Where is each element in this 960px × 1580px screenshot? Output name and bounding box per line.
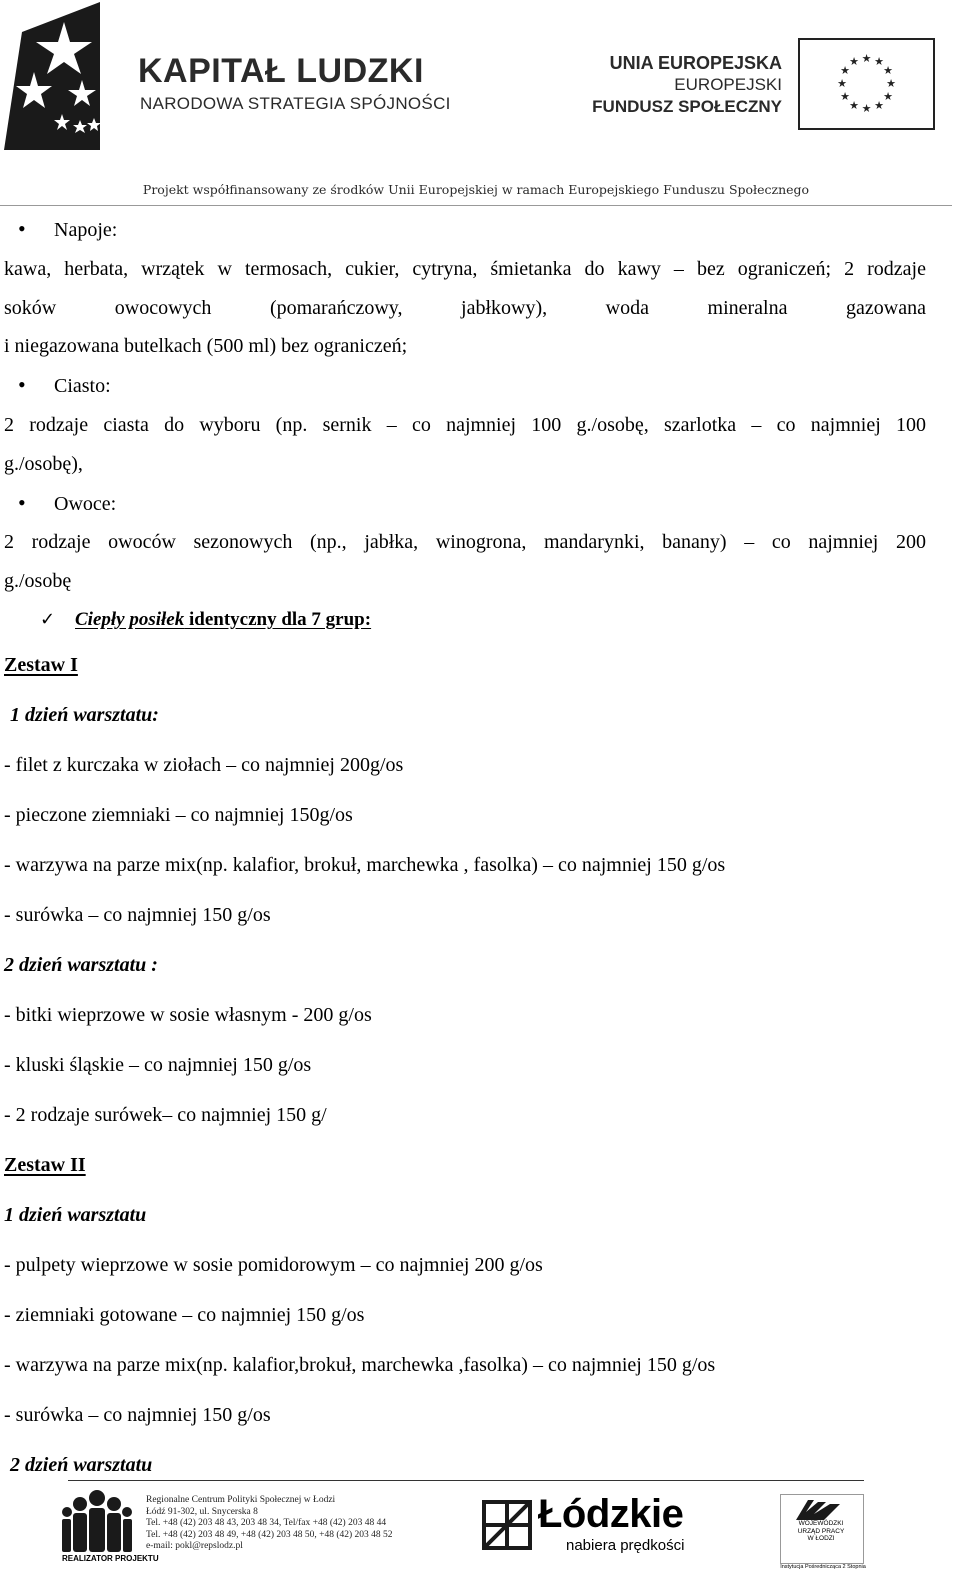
- svg-text:★: ★: [874, 55, 884, 68]
- rcps-line: Regionalne Centrum Polityki Społecznej w Łodzi: [146, 1495, 336, 1505]
- zestaw-2-day-2-heading: 2 dzień warsztatu: [10, 1453, 153, 1476]
- svg-text:★: ★: [883, 90, 893, 103]
- list-item: - pieczone ziemniaki – co najmniej 150g/os: [4, 803, 353, 826]
- checked-heading: [4, 601, 926, 640]
- zestaw-1-day-1-heading: 1 dzień warsztatu:: [10, 703, 159, 726]
- bullet-dot-icon: [18, 484, 54, 524]
- svg-text:★: ★: [849, 99, 859, 112]
- wup-name: [784, 1520, 858, 1543]
- svg-text:★: ★: [840, 64, 850, 77]
- rcps-people-logo-icon: [62, 1488, 132, 1554]
- svg-text:★: ★: [861, 52, 872, 65]
- svg-text:★: ★: [837, 77, 847, 90]
- cofinancing-notice: Projekt współfinansowany ze środków Unii Europejskiej w ramach Europejskiego Funduszu Społecznego: [142, 182, 810, 197]
- rcps-line: Łódź 91-302, ul. Snycerska 8: [146, 1506, 258, 1517]
- svg-text:★: ★: [874, 99, 884, 112]
- footer-divider: [68, 1480, 864, 1481]
- kapital-ludzki-subtitle: NARODOWA STRATEGIA SPÓJNOŚCI: [140, 94, 451, 113]
- ciasto-text-line-2: g./osobę),: [4, 452, 83, 475]
- napoje-text-line-3: i niegazowana butelkach (500 ml) bez ograniczeń;: [4, 335, 408, 358]
- ciasto-label: Ciasto:: [54, 375, 111, 398]
- napoje-label: Napoje:: [54, 219, 118, 241]
- lodzkie-name: Łódzkie: [538, 1492, 684, 1536]
- document-body: [4, 210, 926, 1490]
- bullet-dot-icon: [18, 366, 54, 406]
- checked-heading-italic: Ciepły posiłek: [75, 608, 185, 630]
- bullet-dot-icon: [18, 210, 54, 250]
- wup-arrows-logo-icon: [796, 1498, 846, 1520]
- rcps-line: Tel. +48 (42) 203 48 49, +48 (42) 203 48 50, +48 (42) 203 48 52: [146, 1529, 393, 1540]
- header-divider: [0, 205, 952, 206]
- eu-flag-icon: [798, 38, 935, 130]
- zestaw-2-heading: Zestaw II: [4, 1153, 86, 1176]
- checkmark-icon: ✓: [40, 608, 56, 630]
- page-header: [0, 0, 960, 210]
- lodzkie-slogan: nabiera prędkości: [566, 1537, 685, 1554]
- zestaw-1-day-1-list: [4, 740, 926, 940]
- wup-line: W ŁODZI: [807, 1535, 835, 1542]
- wup-caption: Instytucja Pośrednicząca 2 Stopnia: [780, 1564, 866, 1570]
- list-item: - warzywa na parze mix(np. kalafior, brokuł, marchewka , fasolka) – co najmniej 150 g/os: [4, 853, 726, 876]
- rcps-line: Tel. +48 (42) 203 48 43, 203 48 34, Tel/fax +48 (42) 203 48 44: [146, 1518, 387, 1528]
- eu-line-2: EUROPEJSKI: [674, 75, 782, 94]
- eu-line-1: UNIA EUROPEJSKA: [609, 53, 782, 73]
- list-item: - bitki wieprzowe w sosie własnym - 200 g/os: [4, 1003, 372, 1026]
- page-footer: [0, 1482, 960, 1580]
- checked-heading-rest: identyczny dla 7 grup:: [184, 608, 372, 630]
- bullet-ciasto: [4, 366, 926, 406]
- list-item: - warzywa na parze mix(np. kalafior,brokuł, marchewka ,fasolka) – co najmniej 150 g/os: [4, 1353, 716, 1376]
- owoce-text-line-1: 2 rodzaje owoców sezonowych (np., jabłka, winogrona, mandarynki, banany) – co najmniej 200: [4, 531, 926, 554]
- lodzkie-logo-icon: [482, 1500, 532, 1550]
- list-item: - kluski śląskie – co najmniej 150 g/os: [4, 1053, 312, 1076]
- rcps-contact-block: [146, 1495, 393, 1553]
- napoje-text-line-1: kawa, herbata, wrzątek w termosach, cukier, cytryna, śmietanka do kawy – bez ograniczeń; 2 rodzaje: [4, 257, 926, 280]
- kapital-ludzki-title: KAPITAŁ LUDZKI: [138, 52, 424, 90]
- svg-text:★: ★: [883, 64, 893, 77]
- bullet-napoje: [4, 210, 926, 250]
- eu-text-block: [592, 52, 782, 118]
- zestaw-1-heading: Zestaw I: [4, 653, 78, 676]
- list-item: - 2 rodzaje surówek– co najmniej 150 g/: [4, 1103, 327, 1126]
- svg-text:★: ★: [840, 90, 850, 103]
- wup-line: WOJEWÓDZKI: [798, 1520, 844, 1527]
- svg-text:★: ★: [861, 102, 872, 115]
- svg-text:★: ★: [886, 77, 896, 90]
- list-item: - surówka – co najmniej 150 g/os: [4, 1403, 271, 1426]
- svg-text:★: ★: [849, 55, 859, 68]
- napoje-text-line-2: soków owocowych (pomarańczowy, jabłkowy), woda mineralna gazowana: [4, 296, 926, 319]
- rcps-line: e-mail: pokl@repslodz.pl: [146, 1541, 243, 1551]
- wup-line: URZĄD PRACY: [797, 1527, 845, 1535]
- list-item: - pulpety wieprzowe w sosie pomidorowym – co najmniej 200 g/os: [4, 1253, 543, 1276]
- rcps-caption: REALIZATOR PROJEKTU: [62, 1554, 159, 1563]
- owoce-label: Owoce:: [54, 492, 117, 515]
- list-item: - surówka – co najmniej 150 g/os: [4, 903, 271, 926]
- bullet-owoce: [4, 484, 926, 524]
- kapital-ludzki-logo-icon: [4, 2, 130, 150]
- list-item: - ziemniaki gotowane – co najmniej 150 g/os: [4, 1303, 365, 1326]
- ciasto-text-line-1: 2 rodzaje ciasta do wyboru (np. sernik – co najmniej 100 g./osobę, szarlotka – co najmniej 100: [4, 413, 926, 436]
- list-item: - filet z kurczaka w ziołach – co najmniej 200g/os: [4, 753, 404, 776]
- zestaw-2-day-1-list: [4, 1240, 926, 1440]
- eu-line-3: FUNDUSZ SPOŁECZNY: [592, 97, 782, 116]
- zestaw-1-day-2-list: [4, 990, 926, 1140]
- zestaw-1-day-2-heading: 2 dzień warsztatu :: [4, 953, 158, 976]
- zestaw-2-day-1-heading: 1 dzień warsztatu: [4, 1203, 147, 1226]
- owoce-text-line-2: g./osobę: [4, 570, 72, 593]
